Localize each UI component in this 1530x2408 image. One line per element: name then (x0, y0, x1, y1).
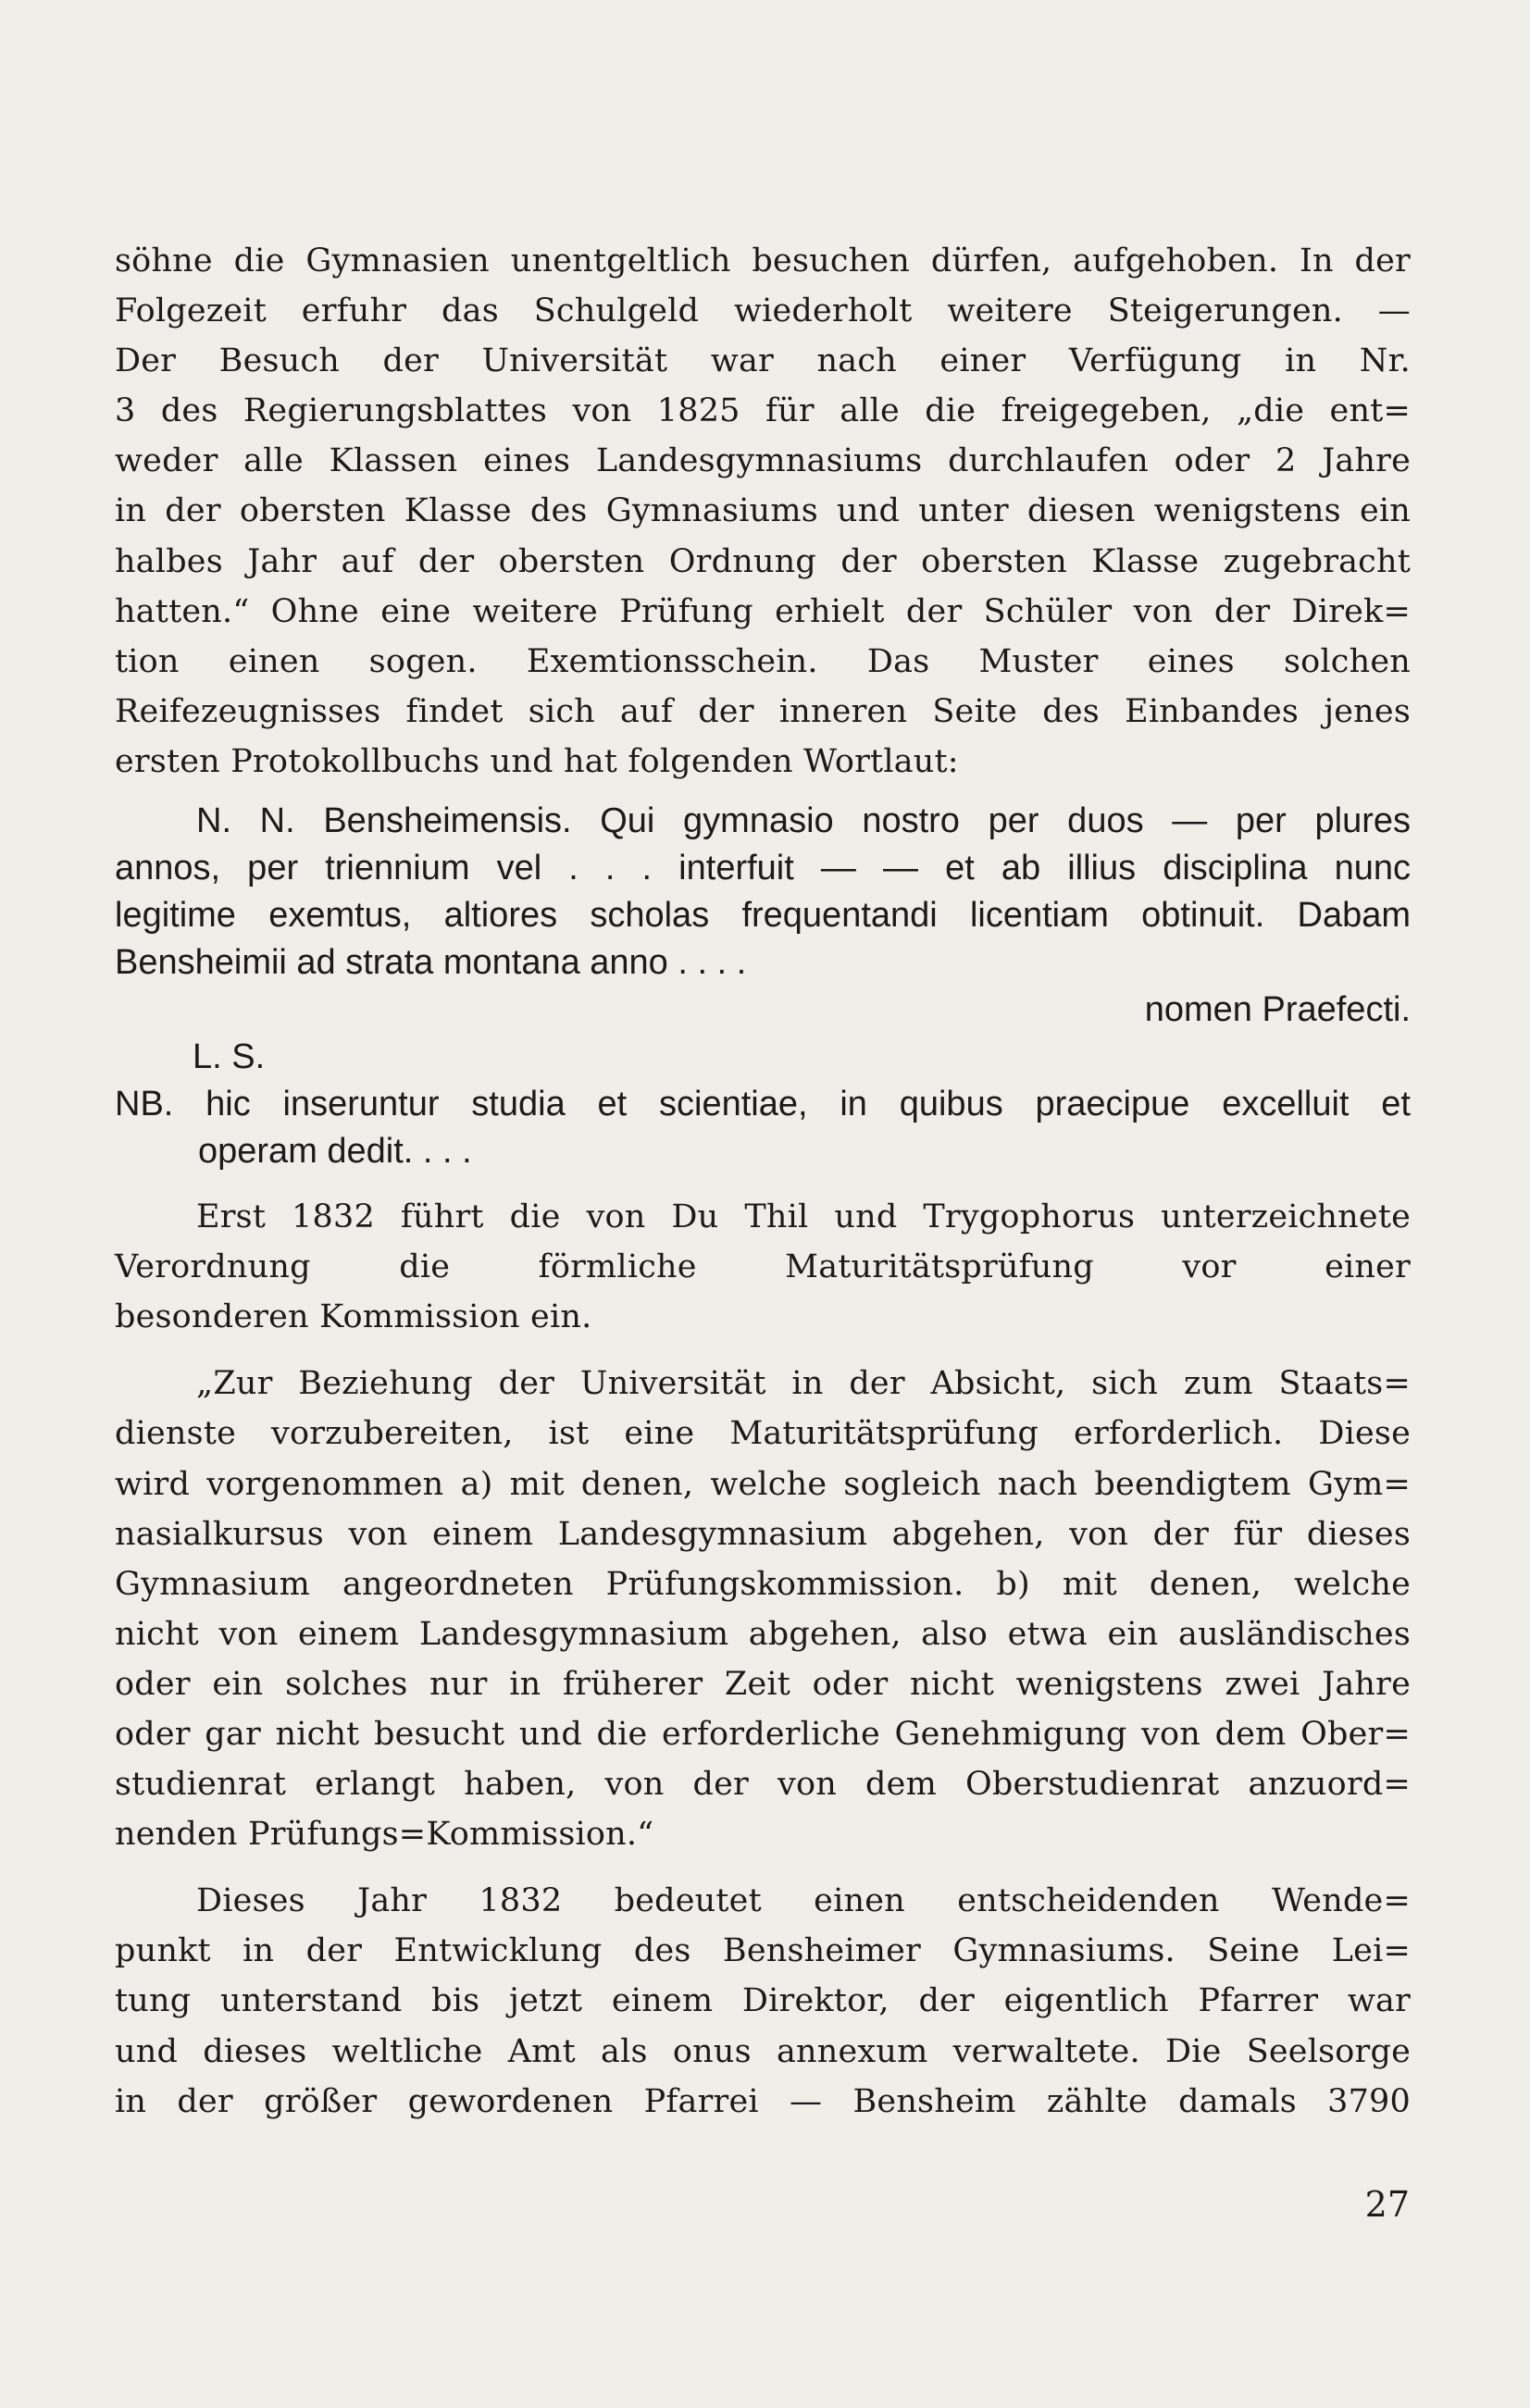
text-line: ersten Protokollbuchs und hat folgenden Wortlaut: (115, 742, 959, 780)
latin-certificate (115, 798, 1411, 1175)
signature-line: nomen Praefecti. (1144, 990, 1411, 1030)
seal-mark: L. S. (193, 1037, 266, 1077)
text-line: tung unterstand bis jetzt einem Direktor, der eigentlich Pfarrer war (115, 1982, 1411, 2020)
quoted-ordinance (115, 1359, 1411, 1859)
text-line: tion einen sogen. Exemtionsschein. Das Muster eines solchen (115, 642, 1411, 680)
text-line: Reifezeugnisses findet sich auf der inneren Seite des Einbandes jenes (115, 692, 1411, 730)
text-line: Gymnasium angeordneten Prüfungskommission. b) mit denen, welche (115, 1565, 1411, 1603)
paragraph-turning-point (115, 1876, 1411, 2126)
page-number: 27 (1364, 2184, 1410, 2225)
text-line: punkt in der Entwicklung des Bensheimer Gymnasiums. Seine Lei= (115, 1932, 1411, 1970)
text-line: Der Besuch der Universität war nach einer Verfügung in Nr. (115, 342, 1411, 380)
text-line: nicht von einem Landesgymnasium abgehen, also etwa ein ausländisches (115, 1615, 1411, 1653)
text-line: weder alle Klassen eines Landesgymnasiums durchlaufen oder 2 Jahre (115, 442, 1411, 480)
text-line: legitime exemtus, altiores scholas frequentandi licentiam obtinuit. Dabam (115, 896, 1411, 936)
text-line: Bensheimii ad strata montana anno . . . . (115, 943, 747, 983)
paragraph-maturity-exam (115, 1192, 1411, 1342)
text-line: wird vorgenommen a) mit denen, welche sogleich nach beendigtem Gym= (115, 1465, 1411, 1503)
text-line: dienste vorzubereiten, ist eine Maturitätsprüfung erforderlich. Diese (115, 1415, 1411, 1453)
text-line: nasialkursus von einem Landesgymnasium abgehen, von der für dieses (115, 1515, 1411, 1553)
text-line: besonderen Kommission ein. (115, 1298, 592, 1336)
text-line: Dieses Jahr 1832 bedeutet einen entscheidenden Wende= (196, 1882, 1411, 1920)
paragraph-school-fees (115, 236, 1411, 787)
text-line: in der obersten Klasse des Gymnasiums und unter diesen wenigstens ein (115, 492, 1411, 530)
text-line: studienrat erlangt haben, von der von dem Oberstudienrat anzuord= (115, 1766, 1411, 1804)
text-line: und dieses weltliche Amt als onus annexum verwaltete. Die Seelsorge (115, 2032, 1411, 2070)
text-line: nenden Prüfungs=Kommission.“ (115, 1816, 654, 1854)
text-line: operam dedit. . . . (198, 1132, 472, 1172)
text-line: Erst 1832 führt die von Du Thil und Trygophorus unterzeichnete (196, 1198, 1411, 1236)
text-line: N. N. Bensheimensis. Qui gymnasio nostro per duos — per plures (196, 801, 1411, 841)
text-line: Verordnung die förmliche Maturitätsprüfung vor einer (115, 1248, 1411, 1286)
text-line: söhne die Gymnasien unentgeltlich besuchen dürfen, aufgehoben. In der (115, 242, 1411, 279)
text-line: halbes Jahr auf der obersten Ordnung der obersten Klasse zugebracht (115, 542, 1411, 580)
text-line: Folgezeit erfuhr das Schulgeld wiederholt weitere Steigerungen. — (115, 292, 1411, 330)
page-text (115, 236, 1411, 2127)
text-line: in der größer gewordenen Pfarrei — Bensheim zählte damals 3790 (115, 2082, 1411, 2120)
text-line: 3 des Regierungsblattes von 1825 für alle die freigegeben, „die ent= (115, 392, 1411, 430)
text-line: oder ein solches nur in früherer Zeit oder nicht wenigstens zwei Jahre (115, 1665, 1411, 1703)
text-line: „Zur Beziehung der Universität in der Absicht, sich zum Staats= (196, 1365, 1411, 1403)
text-line: hatten.“ Ohne eine weitere Prüfung erhielt der Schüler von der Direk= (115, 592, 1411, 630)
text-line: annos, per triennium vel . . . interfuit — — et ab illius disciplina nunc (115, 849, 1411, 888)
text-line: NB. hic inseruntur studia et scientiae, in quibus praecipue excelluit et (115, 1085, 1411, 1124)
text-line: oder gar nicht besucht und die erforderliche Genehmigung von dem Ober= (115, 1715, 1411, 1753)
